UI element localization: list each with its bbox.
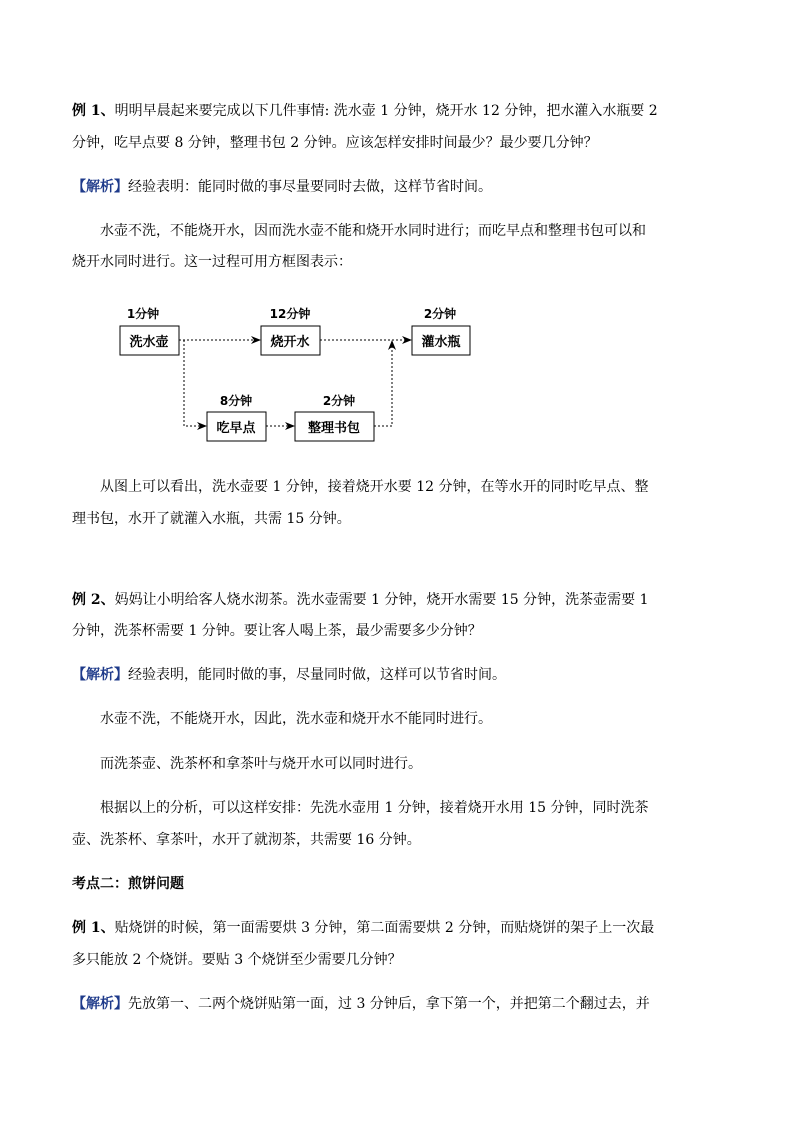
analysis-label: 【解析】 [72, 667, 128, 683]
example-2-analysis: 【解析】经验表明，能同时做的事，尽量同时做，这样可以节省时间。 [72, 667, 506, 683]
svg-text:整理书包: 整理书包 [307, 421, 361, 436]
analysis-label: 【解析】 [72, 996, 128, 1012]
box-boil-water [261, 326, 320, 355]
example-3-question-line-1: 例 1、贴烧饼的时候，第一面需要烘 3 分钟，第二面需要烘 2 分钟，而贴烧饼的架子上一次最 [72, 920, 655, 936]
example-1-question-line-1: 例 1、明明早晨起来要完成以下几件事情: 洗水壶 1 分钟，烧开水 12 分钟，把水灌入水瓶要 2 [72, 103, 658, 119]
example-1-analysis: 【解析】经验表明：能同时做的事尽量要同时去做，这样节省时间。 [72, 179, 492, 195]
svg-text:灌水瓶: 灌水瓶 [421, 335, 461, 350]
example-2-paragraph-1: 水壶不洗，不能烧开水，因此，洗水壶和烧开水不能同时进行。 [100, 711, 492, 727]
analysis-label: 【解析】 [72, 179, 128, 195]
example-1-question-line-2: 分钟，吃早点要 8 分钟，整理书包 2 分钟。应该怎样安排时间最少？最少要几分钟？ [72, 135, 598, 151]
example-1-paragraph-1-line-1: 水壶不洗，不能烧开水，因而洗水壶不能和烧开水同时进行；而吃早点和整理书包可以和 [100, 223, 646, 239]
box-wash-kettle [120, 326, 179, 355]
example-2-question-line-1: 例 2、妈妈让小明给客人烧水沏茶。洗水壶需要 1 分钟，烧开水需要 15 分钟，洗茶壶需要 1 [72, 592, 649, 608]
box-fill-bottle [412, 326, 470, 355]
box-eat-breakfast [207, 412, 266, 441]
example-3-question-line-2: 多只能放 2 个烧饼。要贴 3 个烧饼至少需要几分钟？ [72, 952, 402, 968]
svg-text:烧开水: 烧开水 [270, 335, 310, 350]
example-2-paragraph-3-line-1: 根据以上的分析，可以这样安排：先洗水壶用 1 分钟，接着烧开水用 15 分钟，同时洗茶 [100, 800, 649, 816]
duration-wash-kettle: 1分钟 [126, 307, 160, 321]
example-3-analysis: 【解析】先放第一、二两个烧饼贴第一面，过 3 分钟后，拿下第一个，并把第二个翻过去，并 [72, 996, 650, 1012]
svg-text:洗水壶: 洗水壶 [129, 335, 169, 350]
svg-text:吃早点: 吃早点 [216, 421, 256, 436]
example-1-paragraph-1-line-2: 烧开水同时进行。这一过程可用方框图表示： [72, 254, 352, 270]
example-3-label: 例 1、 [72, 920, 115, 936]
duration-pack-bag: 2分钟 [322, 394, 356, 408]
duration-boil-water: 12分钟 [269, 307, 311, 321]
box-pack-bag [295, 412, 374, 441]
example-2-question-line-2: 分钟，洗茶杯需要 1 分钟。要让客人喝上茶，最少需要多少分钟？ [72, 623, 482, 639]
arrow-wash-to-breakfast [184, 340, 206, 426]
example-2-label: 例 2、 [72, 592, 115, 608]
section-2-title: 考点二：煎饼问题 [72, 876, 184, 892]
example-1-paragraph-2-line-1: 从图上可以看出，洗水壶要 1 分钟，接着烧开水要 12 分钟，在等水开的同时吃早点、整 [100, 479, 649, 495]
arrow-bag-to-fill [374, 341, 392, 426]
example-2-paragraph-3-line-2: 壶、洗茶杯、拿茶叶，水开了就沏茶，共需要 16 分钟。 [72, 832, 421, 848]
duration-fill-bottle: 2分钟 [423, 307, 457, 321]
example-1-paragraph-2-line-2: 理书包，水开了就灌入水瓶，共需 15 分钟。 [72, 511, 351, 527]
example-1-label: 例 1、 [72, 103, 115, 119]
duration-eat-breakfast: 8分钟 [219, 394, 253, 408]
process-flowchart [110, 302, 490, 452]
example-2-paragraph-2: 而洗茶壶、洗茶杯和拿茶叶与烧开水可以同时进行。 [100, 756, 422, 772]
